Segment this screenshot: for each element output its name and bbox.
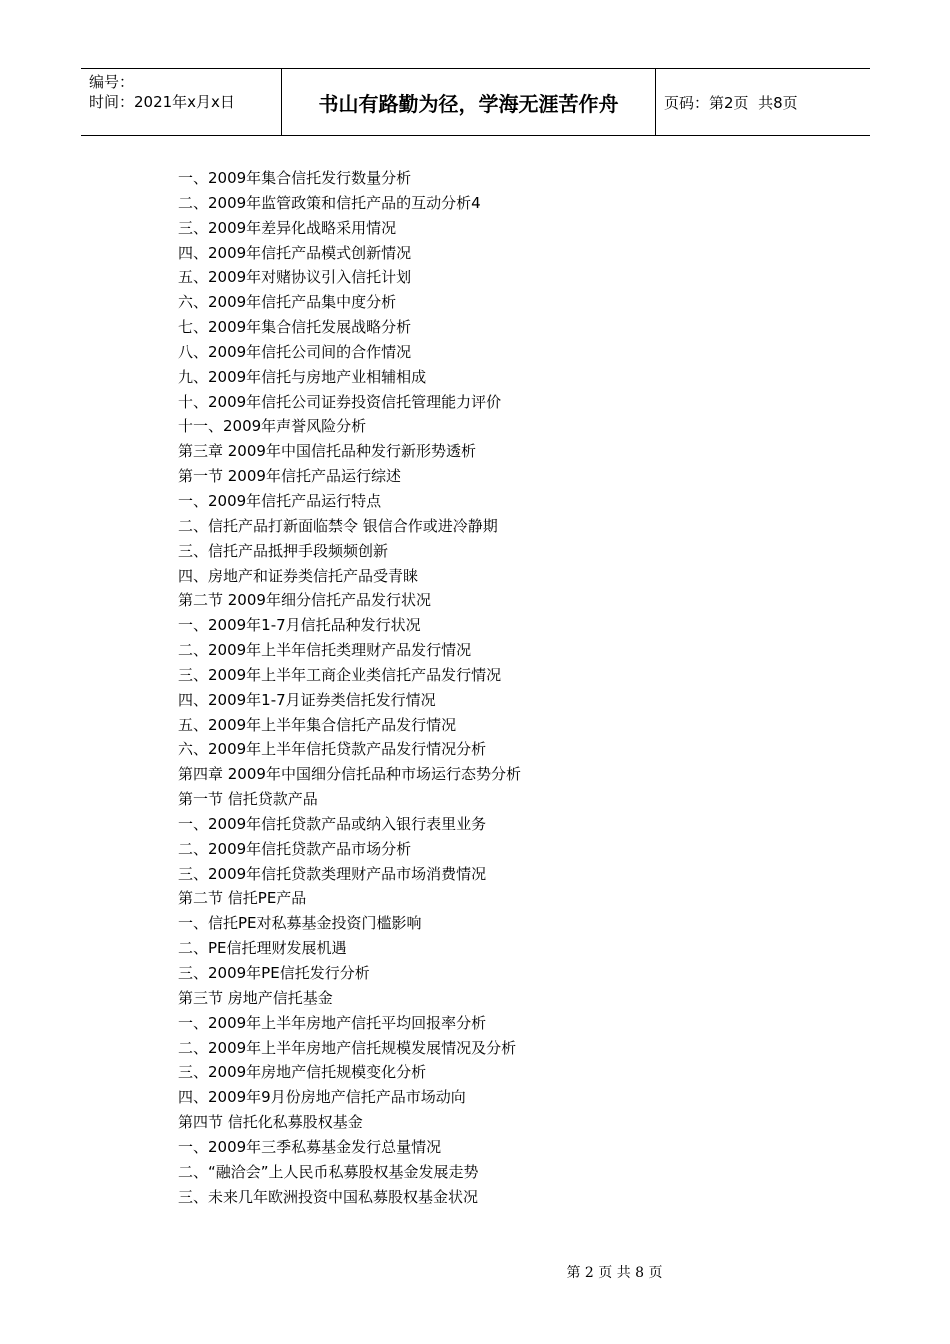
header-page-info xyxy=(656,69,870,135)
header-meta xyxy=(81,69,282,135)
toc-entry: 八、2009年信托公司间的合作情况 xyxy=(178,342,412,361)
page-footer: 第 2 页 共 8 页 xyxy=(566,1265,663,1281)
toc-entry: 第四章 2009年中国细分信托品种市场运行态势分析 xyxy=(178,765,521,784)
toc-entry: 一、2009年上半年房地产信托平均回报率分析 xyxy=(178,1013,487,1032)
toc-entry: 第三章 2009年中国信托品种发行新形势透析 xyxy=(178,442,476,461)
toc-entry: 三、信托产品抵押手段频频创新 xyxy=(178,541,389,560)
toc-entry: 第四节 信托化私募股权基金 xyxy=(178,1113,363,1132)
toc-entry: 二、“融洽会”上人民币私募股权基金发展走势 xyxy=(178,1162,479,1181)
toc-entry: 二、PE信托理财发展机遇 xyxy=(178,939,347,958)
header-motto: 书山有路勤为径，学海无涯苦作舟 xyxy=(282,69,656,135)
toc-entry: 一、2009年1-7月信托品种发行状况 xyxy=(178,616,421,635)
toc-entry: 五、2009年上半年集合信托产品发行情况 xyxy=(178,715,457,734)
toc-entry: 七、2009年集合信托发展战略分析 xyxy=(178,318,412,337)
toc-entry: 第一节 信托贷款产品 xyxy=(178,790,318,809)
table-of-contents xyxy=(178,166,798,1209)
toc-entry: 五、2009年对赌协议引入信托计划 xyxy=(178,268,412,287)
toc-entry: 第二节 2009年细分信托产品发行状况 xyxy=(178,591,431,610)
toc-entry: 二、2009年上半年房地产信托规模发展情况及分析 xyxy=(178,1038,517,1057)
page-info-text: 页码：第2页 共8页 xyxy=(664,93,798,112)
toc-entry: 一、2009年三季私募基金发行总量情况 xyxy=(178,1137,442,1156)
toc-entry: 二、信托产品打新面临禁令 银信合作或进冷静期 xyxy=(178,516,498,535)
toc-entry: 三、2009年信托贷款类理财产品市场消费情况 xyxy=(178,864,487,883)
toc-entry: 三、2009年上半年工商企业类信托产品发行情况 xyxy=(178,665,502,684)
toc-entry: 四、2009年9月份房地产信托产品市场动向 xyxy=(178,1088,466,1107)
toc-entry: 六、2009年信托产品集中度分析 xyxy=(178,293,397,312)
toc-entry: 六、2009年上半年信托贷款产品发行情况分析 xyxy=(178,740,487,759)
toc-entry: 一、2009年信托贷款产品或纳入银行表里业务 xyxy=(178,814,487,833)
toc-entry: 一、2009年集合信托发行数量分析 xyxy=(178,169,412,187)
toc-entry: 第一节 2009年信托产品运行综述 xyxy=(178,467,401,486)
toc-entry: 一、信托PE对私募基金投资门槛影响 xyxy=(178,914,422,933)
toc-entry: 一、2009年信托产品运行特点 xyxy=(178,491,382,510)
toc-entry: 四、2009年信托产品模式创新情况 xyxy=(178,243,412,262)
toc-entry: 四、2009年1-7月证券类信托发行情况 xyxy=(178,690,436,709)
toc-entry: 十一、2009年声誉风险分析 xyxy=(178,417,367,436)
toc-entry: 三、2009年房地产信托规模变化分析 xyxy=(178,1063,427,1082)
page-header xyxy=(81,68,870,136)
toc-entry: 三、2009年PE信托发行分析 xyxy=(178,964,370,982)
toc-entry: 二、2009年上半年信托类理财产品发行情况 xyxy=(178,641,472,660)
doc-id-label: 编号： xyxy=(89,73,135,91)
toc-entry: 二、2009年监管政策和信托产品的互动分析4 xyxy=(178,193,481,212)
toc-entry: 三、2009年差异化战略采用情况 xyxy=(178,218,397,237)
toc-entry: 九、2009年信托与房地产业相辅相成 xyxy=(178,367,427,386)
toc-entry: 二、2009年信托贷款产品市场分析 xyxy=(178,839,412,858)
toc-entry: 三、未来几年欧洲投资中国私募股权基金状况 xyxy=(178,1187,479,1206)
toc-entry: 四、房地产和证券类信托产品受青睐 xyxy=(178,566,419,585)
toc-entry: 十、2009年信托公司证券投资信托管理能力评价 xyxy=(178,392,502,411)
toc-entry: 第二节 信托PE产品 xyxy=(178,889,307,908)
doc-time-label: 时间：2021年x月x日 xyxy=(89,93,235,111)
toc-entry: 第三节 房地产信托基金 xyxy=(178,988,333,1007)
